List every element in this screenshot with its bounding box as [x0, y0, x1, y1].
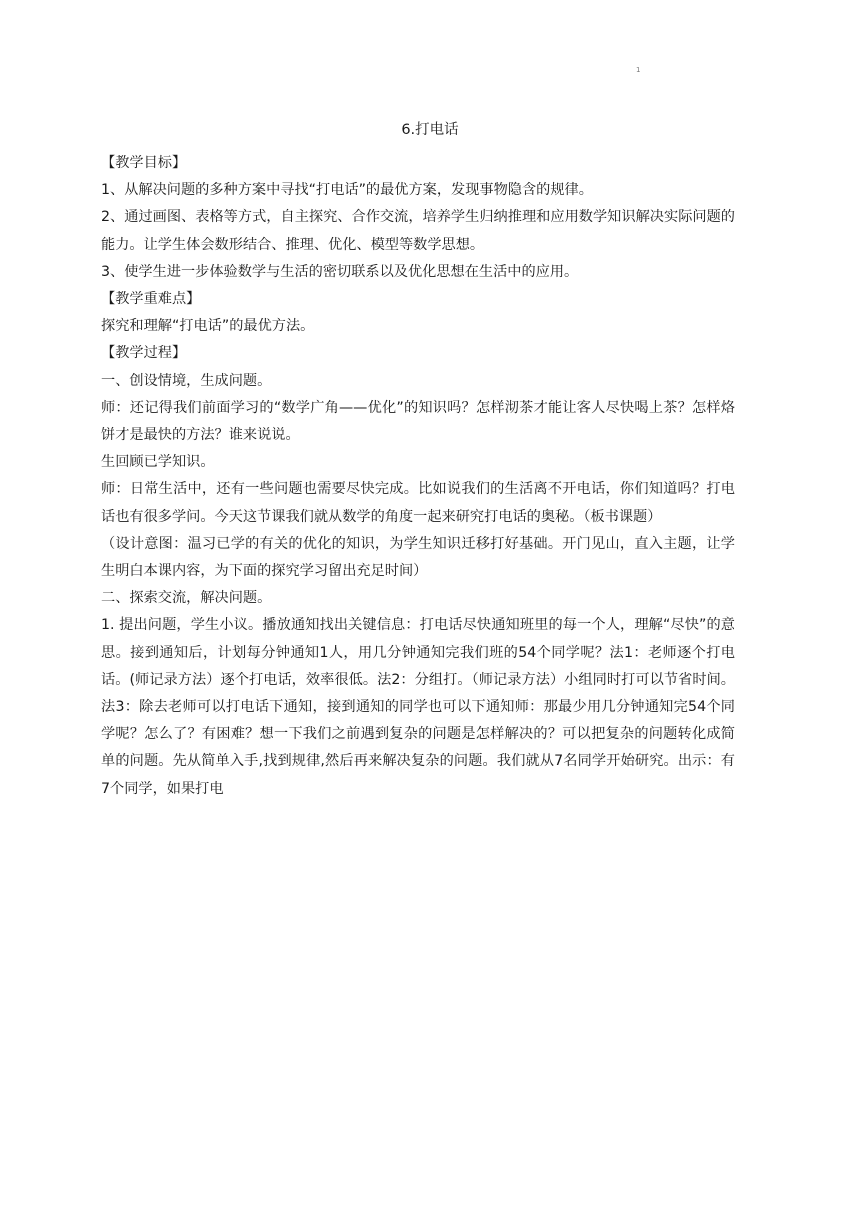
teacher-question-paragraph: 师：还记得我们前面学习的“数学广角——优化”的知识吗？怎样沏茶才能让客人尽快喝上茶？怎样烙饼才是最快的方法？谁来说说。 [101, 399, 735, 444]
objective-2: 2、通过画图、表格等方式，自主探究、合作交流，培养学生归纳推理和应用数学知识解决实际问题的能力。让学生体会数形结合、推理、优化、模型等数学思想。 [101, 209, 735, 253]
page-number: 1 [636, 66, 641, 74]
document-body [101, 150, 735, 803]
document-title: 6.打电话 [401, 122, 459, 138]
section-heading-process: 【教学过程】 [101, 345, 187, 362]
design-intent-paragraph: （设计意图：温习已学的有关的优化的知识，为学生知识迁移打好基础。开门见山，直入主题，让学生明白本课内容，为下面的探究学习留出充足时间） [101, 535, 735, 580]
section-heading-key-points: 【教学重难点】 [101, 291, 201, 308]
section-heading-objectives: 【教学目标】 [101, 155, 187, 171]
objective-1: 1、从解决问题的多种方案中寻找“打电话”的最优方案，发现事物隐含的规律。 [101, 182, 593, 199]
student-review-paragraph: 生回顾已学知识。 [101, 454, 215, 471]
teacher-intro-paragraph: 师：日常生活中，还有一些问题也需要尽快完成。比如说我们的生活离不开电话，你们知道吗？打电话也有很多学问。今天这节课我们就从数学的角度一起来研究打电话的奥秘。（板书课题） [101, 481, 735, 525]
objective-3: 3、使学生进一步体验数学与生活的密切联系以及优化思想在生活中的应用。 [101, 263, 579, 280]
step-2-heading: 二、探索交流，解决问题。 [101, 590, 272, 607]
key-point-text: 探究和理解“打电话”的最优方法。 [101, 318, 315, 335]
step-1-heading: 一、创设情境，生成问题。 [101, 372, 272, 389]
problem-discussion-paragraph: 1. 提出问题，学生小议。播放通知找出关键信息：打电话尽快通知班里的每一个人，理解“尽快”的意思。接到通知后，计划每分钟通知1人，用几分钟通知完我们班的54个同学呢？法1：老师逐个打电话。(师记录方法）逐个打电话，效率很低。法2：分组打。（师记录方法）小组同时打可以节省时间。法3：除去老师可以打电话下通知，接到通知的同学也可以下通知师：那最少用几分钟通知完54个同学呢？怎么了？有困难？想一下我们之前遇到复杂的问题是怎样解决的？可以把复杂的问题转化成简单的问题。先从简单入手,找到规律,然后再来解决复杂的问题。我们就从7名同学开始研究。出示：有7个同学，如果打电 [101, 617, 735, 797]
